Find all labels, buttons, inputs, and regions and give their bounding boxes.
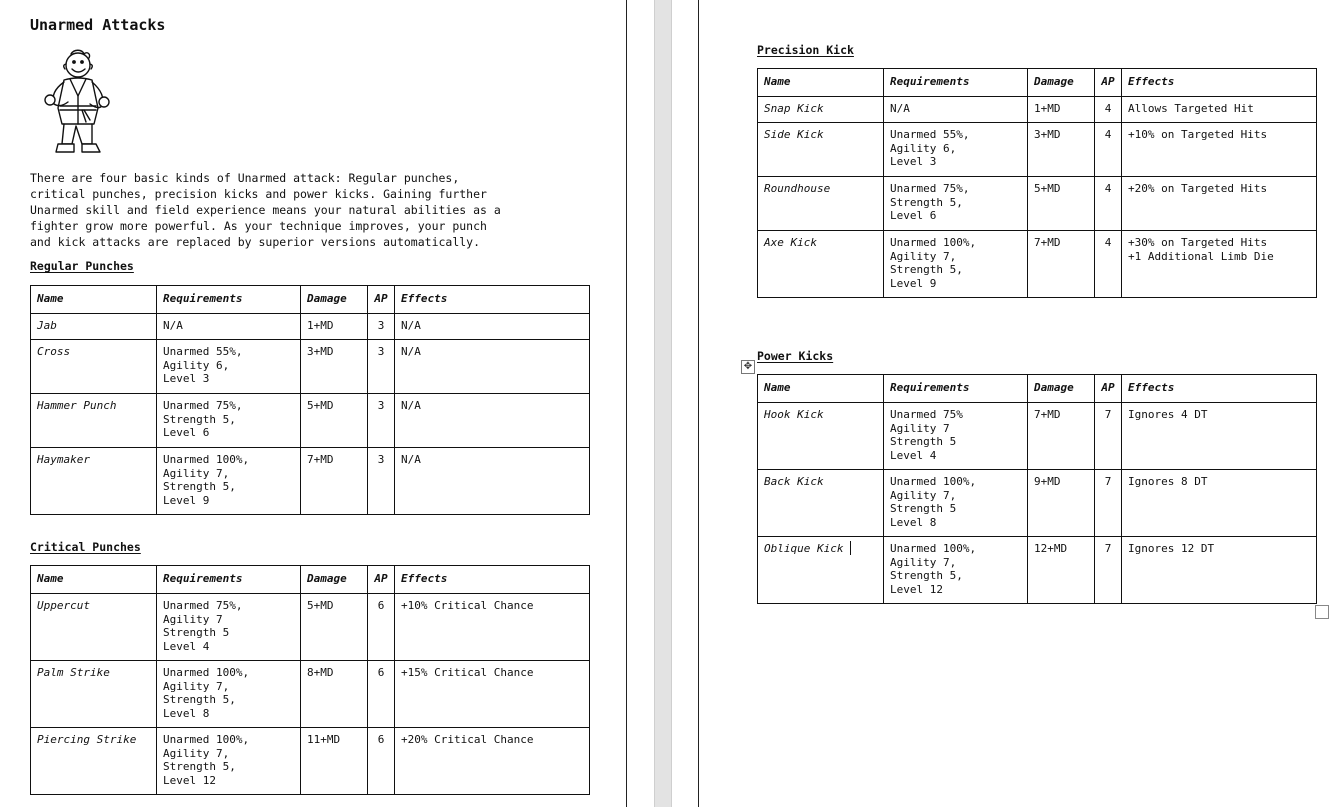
cell-damage[interactable]: 5+MD — [1028, 177, 1095, 231]
cell-effects[interactable]: +10% Critical Chance — [395, 594, 590, 661]
table-row — [31, 394, 590, 448]
cell-name[interactable]: Axe Kick — [758, 231, 884, 298]
table-move-handle-icon[interactable]: ✥ — [741, 360, 755, 374]
critical-punches-table — [30, 565, 590, 795]
column-header-effects: Effects — [395, 286, 590, 314]
cell-requirements[interactable]: Unarmed 100%, Agility 7, Strength 5 Level 8 — [884, 470, 1028, 537]
page-separator — [654, 0, 672, 807]
column-header-damage: Damage — [301, 566, 368, 594]
cell-ap[interactable]: 3 — [368, 314, 395, 340]
cell-name[interactable]: Uppercut — [31, 594, 157, 661]
column-header-name: Name — [758, 375, 884, 403]
cell-ap[interactable]: 6 — [368, 661, 395, 728]
column-header-effects: Effects — [395, 566, 590, 594]
cell-name[interactable]: Hook Kick — [758, 403, 884, 470]
cell-ap[interactable]: 3 — [368, 340, 395, 394]
cell-effects[interactable]: N/A — [395, 448, 590, 515]
table-row — [31, 661, 590, 728]
section-title-critical-punches: Critical Punches — [30, 540, 141, 554]
cell-effects[interactable]: +20% on Targeted Hits — [1122, 177, 1317, 231]
table-resize-handle-icon[interactable] — [1315, 605, 1329, 619]
section-title-regular-punches: Regular Punches — [30, 259, 134, 273]
section-title-precision-kick: Precision Kick — [757, 43, 854, 57]
cell-damage[interactable]: 5+MD — [301, 394, 368, 448]
table-row — [31, 314, 590, 340]
table-row — [758, 97, 1317, 123]
cell-requirements[interactable]: Unarmed 100%, Agility 7, Strength 5, Level 12 — [157, 728, 301, 795]
table-row — [758, 537, 1317, 604]
intro-paragraph: There are four basic kinds of Unarmed attack: Regular punches, critical punches, precision kicks and power kicks. Gaining further Unarmed skill and field experience means your natural abilities as a fighter grow more powerful. As your technique improves, your punch and kick attacks are replaced by superior versions automatically. — [30, 171, 501, 249]
table-header-row — [758, 69, 1317, 97]
cell-ap[interactable]: 4 — [1095, 123, 1122, 177]
cell-effects[interactable]: +10% on Targeted Hits — [1122, 123, 1317, 177]
column-header-name: Name — [758, 69, 884, 97]
cell-ap[interactable]: 6 — [368, 728, 395, 795]
cell-requirements[interactable]: Unarmed 100%, Agility 7, Strength 5, Level 9 — [884, 231, 1028, 298]
cell-damage[interactable]: 1+MD — [301, 314, 368, 340]
cell-name[interactable]: Hammer Punch — [31, 394, 157, 448]
table-row — [758, 177, 1317, 231]
cell-name[interactable]: Snap Kick — [758, 97, 884, 123]
cell-ap[interactable]: 4 — [1095, 97, 1122, 123]
column-header-damage: Damage — [1028, 69, 1095, 97]
power-kicks-table — [757, 374, 1317, 604]
cell-ap[interactable]: 4 — [1095, 177, 1122, 231]
cell-damage[interactable]: 7+MD — [1028, 231, 1095, 298]
precision-kick-table — [757, 68, 1317, 298]
table-header-row — [31, 566, 590, 594]
cell-name[interactable]: Palm Strike — [31, 661, 157, 728]
column-header-ap: AP — [368, 286, 395, 314]
cell-requirements[interactable]: Unarmed 55%, Agility 6, Level 3 — [157, 340, 301, 394]
cell-requirements[interactable]: Unarmed 75%, Strength 5, Level 6 — [157, 394, 301, 448]
cell-requirements[interactable]: Unarmed 100%, Agility 7, Strength 5, Level 12 — [884, 537, 1028, 604]
text-cursor — [850, 541, 851, 555]
cell-ap[interactable]: 7 — [1095, 470, 1122, 537]
cell-damage[interactable]: 9+MD — [1028, 470, 1095, 537]
cell-effects[interactable]: +20% Critical Chance — [395, 728, 590, 795]
cell-effects[interactable]: +15% Critical Chance — [395, 661, 590, 728]
cell-requirements[interactable]: Unarmed 100%, Agility 7, Strength 5, Level 9 — [157, 448, 301, 515]
cell-name[interactable]: Haymaker — [31, 448, 157, 515]
table-row — [31, 594, 590, 661]
cell-effects[interactable]: Allows Targeted Hit — [1122, 97, 1317, 123]
cell-damage[interactable]: 1+MD — [1028, 97, 1095, 123]
cell-name[interactable]: Back Kick — [758, 470, 884, 537]
cell-ap[interactable]: 7 — [1095, 403, 1122, 470]
cell-name[interactable]: Piercing Strike — [31, 728, 157, 795]
cell-damage[interactable]: 7+MD — [1028, 403, 1095, 470]
cell-damage[interactable]: 3+MD — [1028, 123, 1095, 177]
cell-damage[interactable]: 11+MD — [301, 728, 368, 795]
column-header-requirements: Requirements — [884, 69, 1028, 97]
column-header-requirements: Requirements — [157, 566, 301, 594]
document-page-right — [698, 0, 1331, 807]
column-header-name: Name — [31, 566, 157, 594]
cell-effects[interactable]: N/A — [395, 394, 590, 448]
cell-damage[interactable]: 12+MD — [1028, 537, 1095, 604]
cell-effects[interactable]: Ignores 8 DT — [1122, 470, 1317, 537]
cell-effects[interactable]: Ignores 4 DT — [1122, 403, 1317, 470]
cell-effects[interactable]: +30% on Targeted Hits +1 Additional Limb Die — [1122, 231, 1317, 298]
column-header-requirements: Requirements — [884, 375, 1028, 403]
column-header-ap: AP — [1095, 69, 1122, 97]
cell-effects[interactable]: Ignores 12 DT — [1122, 537, 1317, 604]
cell-damage[interactable]: 8+MD — [301, 661, 368, 728]
table-row — [758, 470, 1317, 537]
regular-punches-table — [30, 285, 590, 515]
cell-effects[interactable]: N/A — [395, 314, 590, 340]
cell-requirements[interactable]: Unarmed 75%, Strength 5, Level 6 — [884, 177, 1028, 231]
column-header-ap: AP — [1095, 375, 1122, 403]
cell-requirements[interactable]: N/A — [884, 97, 1028, 123]
column-header-ap: AP — [368, 566, 395, 594]
table-row — [758, 123, 1317, 177]
table-row — [758, 231, 1317, 298]
table-header-row — [31, 286, 590, 314]
cell-ap[interactable]: 6 — [368, 594, 395, 661]
section-title-power-kicks: Power Kicks — [757, 349, 834, 363]
table-header-row — [758, 375, 1317, 403]
cell-effects[interactable]: N/A — [395, 340, 590, 394]
column-header-effects: Effects — [1122, 69, 1317, 97]
cell-damage[interactable]: 7+MD — [301, 448, 368, 515]
table-row — [758, 403, 1317, 470]
cell-requirements[interactable]: N/A — [157, 314, 301, 340]
cell-name[interactable]: Jab — [31, 314, 157, 340]
cell-requirements[interactable]: Unarmed 55%, Agility 6, Level 3 — [884, 123, 1028, 177]
cell-name[interactable]: Side Kick — [758, 123, 884, 177]
cell-name[interactable]: Oblique Kick — [758, 537, 884, 604]
column-header-requirements: Requirements — [157, 286, 301, 314]
column-header-effects: Effects — [1122, 375, 1317, 403]
column-header-name: Name — [31, 286, 157, 314]
cell-name[interactable]: Roundhouse — [758, 177, 884, 231]
document-page-left — [0, 0, 627, 807]
cell-requirements[interactable]: Unarmed 75%, Agility 7 Strength 5 Level 4 — [157, 594, 301, 661]
table-row — [31, 448, 590, 515]
column-header-damage: Damage — [301, 286, 368, 314]
cell-requirements[interactable]: Unarmed 75% Agility 7 Strength 5 Level 4 — [884, 403, 1028, 470]
cell-name[interactable]: Cross — [31, 340, 157, 394]
table-row — [31, 340, 590, 394]
vault-boy-karate-icon — [38, 48, 114, 158]
cell-ap[interactable]: 4 — [1095, 231, 1122, 298]
document-title: Unarmed Attacks — [30, 16, 166, 34]
cell-ap[interactable]: 3 — [368, 448, 395, 515]
cell-requirements[interactable]: Unarmed 100%, Agility 7, Strength 5, Level 8 — [157, 661, 301, 728]
table-row — [31, 728, 590, 795]
cell-ap[interactable]: 3 — [368, 394, 395, 448]
cell-ap[interactable]: 7 — [1095, 537, 1122, 604]
cell-damage[interactable]: 3+MD — [301, 340, 368, 394]
cell-damage[interactable]: 5+MD — [301, 594, 368, 661]
column-header-damage: Damage — [1028, 375, 1095, 403]
